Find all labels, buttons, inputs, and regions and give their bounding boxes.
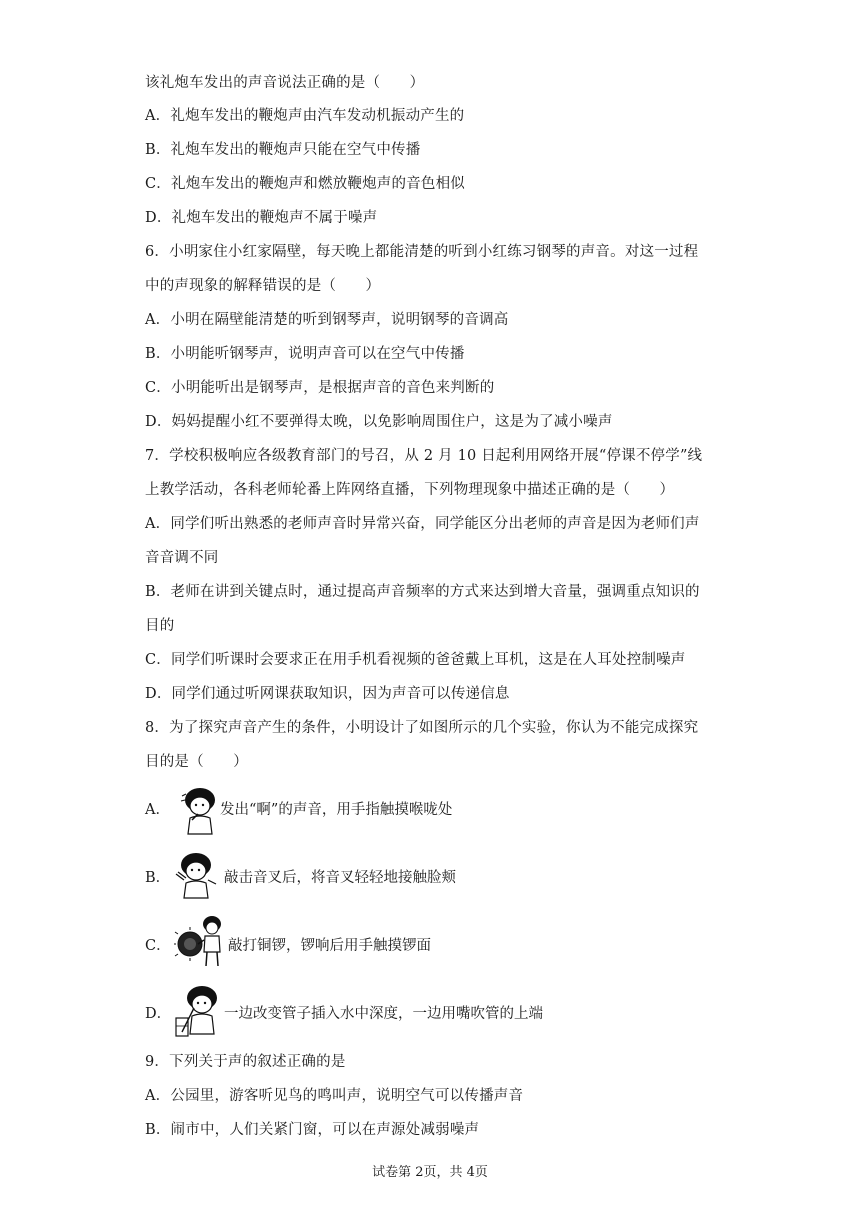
text-line: B．老师在讲到关键点时，通过提高声音频率的方式来达到增大音量，强调重点知识的 [145, 584, 700, 600]
text-line: 上教学活动，各科老师轮番上阵网络直播，下列物理现象中描述正确的是（ ） [145, 482, 675, 498]
text-line: C．礼炮车发出的鞭炮声和燃放鞭炮声的音色相似 [145, 176, 465, 192]
option-label-b: B． [145, 870, 171, 886]
text-line: C．同学们听课时会要求正在用手机看视频的爸爸戴上耳机，这是在人耳处控制噪声 [145, 652, 686, 668]
text-line: 中的声现象的解释错误的是（ ） [145, 278, 381, 294]
option-text-d: 一边改变管子插入水中深度，一边用嘴吹管的上端 [224, 1006, 543, 1022]
text-line: 该礼炮车发出的声音说法正确的是（ ） [145, 75, 425, 91]
child-tuning-fork-image [172, 850, 220, 902]
text-line: B．礼炮车发出的鞭炮声只能在空气中传播 [145, 142, 421, 158]
text-line: C．小明能听出是钢琴声，是根据声音的音色来判断的 [145, 380, 495, 396]
child-blowing-tube-image [172, 984, 224, 1040]
option-label-d: D． [145, 1006, 172, 1022]
text-line: A．小明在隔壁能清楚的听到钢琴声，说明钢琴的音调高 [145, 312, 509, 328]
child-gong-image [174, 914, 228, 970]
text-line: B．小明能听钢琴声，说明声音可以在空气中传播 [145, 346, 465, 362]
text-line: B．闹市中，人们关紧门窗，可以在声源处减弱噪声 [145, 1122, 480, 1138]
child-touching-throat-image [172, 784, 220, 836]
text-line: 目的是（ ） [145, 754, 248, 770]
text-line: 9．下列关于声的叙述正确的是 [145, 1054, 346, 1070]
text-line: D．妈妈提醒小红不要弹得太晚，以免影响周围住户，这是为了减小噪声 [145, 414, 613, 430]
text-line: 6．小明家住小红家隔壁，每天晚上都能清楚的听到小红练习钢琴的声音。对这一过程 [145, 244, 699, 260]
text-line: A．礼炮车发出的鞭炮声由汽车发动机振动产生的 [145, 108, 465, 124]
option-text-a: 发出“啊”的声音，用手指触摸喉咙处 [220, 802, 453, 818]
text-line: 8．为了探究声音产生的条件，小明设计了如图所示的几个实验，你认为不能完成探究 [145, 720, 699, 736]
text-line: 目的 [145, 618, 175, 634]
text-line: 7．学校积极响应各级教育部门的号召，从 2 月 10 日起利用网络开展“停课不停学”线 [145, 448, 703, 464]
text-line: A．公园里，游客听见鸟的鸣叫声，说明空气可以传播声音 [145, 1088, 524, 1104]
page-footer: 试卷第 2页，共 4页 [372, 1165, 488, 1180]
text-line: D．同学们通过听网课获取知识，因为声音可以传递信息 [145, 686, 510, 702]
option-text-b: 敲击音叉后，将音叉轻轻地接触脸颊 [224, 870, 456, 886]
text-line: 音音调不同 [145, 550, 219, 566]
text-line: D．礼炮车发出的鞭炮声不属于噪声 [145, 210, 378, 226]
option-label-c: C． [145, 938, 171, 954]
text-line: A．同学们听出熟悉的老师声音时异常兴奋，同学能区分出老师的声音是因为老师们声 [145, 516, 700, 532]
option-label-a: A． [145, 802, 170, 818]
option-text-c: 敲打铜锣，锣响后用手触摸锣面 [228, 938, 431, 954]
